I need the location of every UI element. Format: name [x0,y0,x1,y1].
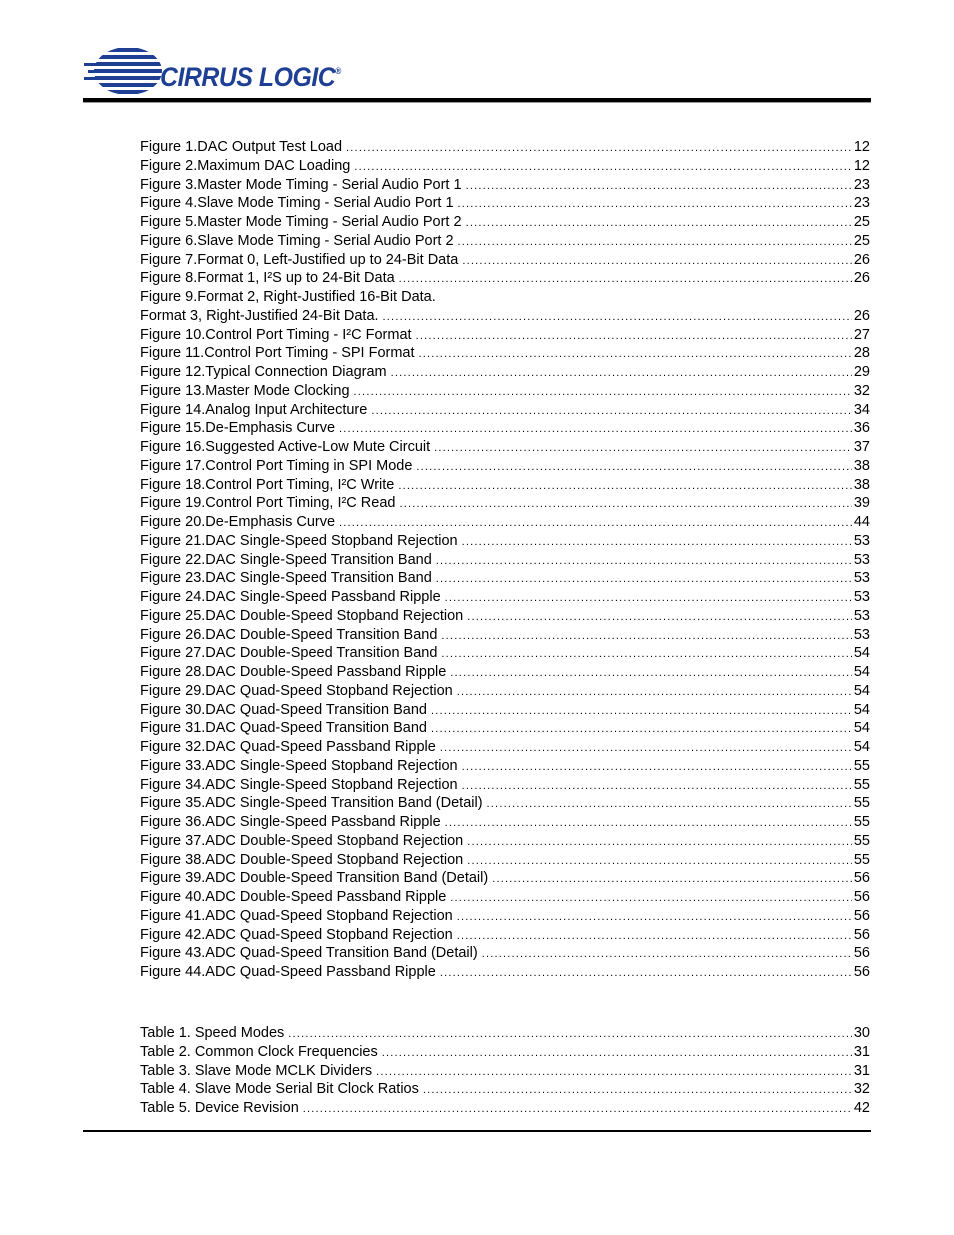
toc-entry-label: Figure 6.Slave Mode Timing - Serial Audio Port 2 [140,232,454,249]
dot-leader [466,177,852,196]
toc-entry-page: 53 [853,626,870,643]
dot-leader [440,739,852,758]
toc-entry[interactable] [140,963,870,982]
toc-entry[interactable] [140,869,870,888]
toc-entry-label: Figure 38.ADC Double-Speed Stopband Rejection [140,851,464,868]
list-of-tables [140,1024,870,1118]
dot-leader [431,702,852,721]
toc-entry-page: 53 [853,589,870,605]
dot-leader [457,908,852,927]
toc-entry-page: 56 [853,889,870,905]
toc-entry-label: Figure 13.Master Mode Clocking [140,382,350,399]
toc-entry-page: 56 [853,964,870,980]
toc-entry-label: Figure 31.DAC Quad-Speed Transition Band [140,720,427,737]
toc-entry-page: 31 [853,1062,870,1079]
toc-entry[interactable] [140,926,870,945]
toc-entry-page: 54 [853,739,870,755]
toc-entry-page: 54 [853,701,870,718]
toc-entry-label: Figure 39.ADC Double-Speed Transition Band (Detail) [140,870,489,887]
toc-entry[interactable] [140,888,870,907]
toc-entry[interactable] [140,344,870,363]
toc-entry-page: 25 [853,214,870,230]
dot-leader [467,852,852,871]
toc-entry[interactable] [140,663,870,682]
dot-leader [450,889,852,908]
toc-entry-label: Figure 12.Typical Connection Diagram [140,364,387,380]
toc-entry-label: Figure 26.DAC Double-Speed Transition Band [140,626,438,643]
toc-entry-page: 26 [853,251,870,268]
toc-entry[interactable] [140,326,870,345]
toc-entry-page: 54 [853,682,870,699]
toc-entry-label: Figure 32.DAC Quad-Speed Passband Ripple [140,739,436,755]
toc-entry-label: Figure 18.Control Port Timing, I²C Write [140,476,395,493]
dot-leader [354,383,852,402]
toc-entry-page: 55 [853,776,870,793]
toc-entry-label: Format 3, Right-Justified 24-Bit Data. [140,307,379,324]
toc-entry[interactable] [140,626,870,645]
toc-entry[interactable] [140,532,870,551]
header-rule [83,98,871,103]
dot-leader [482,945,852,964]
toc-entry[interactable] [140,1043,870,1062]
dot-leader [423,1081,852,1100]
toc-entry-page: 32 [853,382,870,399]
toc-entry-page: 37 [853,439,870,455]
toc-entry-label: Figure 16.Suggested Active-Low Mute Circuit [140,439,431,455]
dot-leader [416,458,851,477]
toc-entry[interactable] [140,232,870,251]
toc-entry-page: 38 [853,476,870,493]
toc-entry[interactable] [140,1080,870,1099]
toc-entry[interactable] [140,813,870,832]
toc-entry[interactable] [140,513,870,532]
toc-entry-label: Figure 36.ADC Single-Speed Passband Ripple [140,814,441,830]
toc-entry[interactable] [140,269,870,288]
toc-entry[interactable] [140,757,870,776]
dot-leader [391,364,852,383]
dot-leader [458,233,852,252]
toc-entry-label: Figure 8.Format 1, I²S up to 24-Bit Data [140,270,395,287]
toc-entry-label: Figure 37.ADC Double-Speed Stopband Rejection [140,832,464,849]
toc-entry-label: Figure 4.Slave Mode Timing - Serial Audio Port 1 [140,195,454,212]
toc-entry-label: Figure 34.ADC Single-Speed Stopband Rejection [140,776,458,793]
toc-entry[interactable] [140,307,870,326]
dot-leader [457,927,852,946]
toc-entry-page: 54 [853,645,870,662]
toc-entry[interactable] [140,738,870,757]
toc-entry-label: Figure 9.Format 2, Right-Justified 16-Bit Data. [140,289,436,305]
dot-leader [376,1063,852,1082]
dot-leader [462,533,852,552]
toc-entry[interactable] [140,569,870,588]
dot-leader [383,308,852,327]
toc-entry-label: Figure 17.Control Port Timing in SPI Mode [140,457,413,474]
toc-entry-page: 53 [853,607,870,624]
toc-entry-label: Figure 27.DAC Double-Speed Transition Band [140,645,438,662]
toc-entry[interactable] [140,138,870,157]
toc-entry[interactable] [140,551,870,570]
dot-leader [288,1025,852,1044]
toc-entry[interactable] [140,288,870,307]
toc-entry-page: 26 [853,307,870,324]
toc-entry-page: 38 [853,457,870,474]
toc-entry-page: 36 [853,420,870,437]
dot-leader [354,158,852,177]
toc-entry[interactable] [140,719,870,738]
toc-entry[interactable] [140,794,870,813]
toc-entry-page: 56 [853,945,870,962]
toc-entry-page: 53 [853,570,870,587]
toc-entry[interactable] [140,607,870,626]
toc-entry-page: 55 [853,832,870,849]
toc-entry-page: 54 [853,720,870,737]
dot-leader [398,477,851,496]
footer-rule [83,1130,871,1132]
logo-wordmark: CIRRUS LOGIC® [160,62,341,92]
toc-entry-page: 44 [853,514,870,530]
dot-leader [434,439,852,458]
dot-leader [441,645,851,664]
dot-leader [462,252,852,271]
toc-entry-label: Figure 2.Maximum DAC Loading [140,157,351,174]
dot-leader [346,139,852,158]
toc-entry-page: 42 [853,1100,870,1116]
dot-leader [399,495,851,514]
toc-entry-page: 56 [853,870,870,887]
toc-entry-label: Figure 23.DAC Single-Speed Transition Band [140,570,432,587]
toc-entry-page: 54 [853,664,870,680]
toc-entry[interactable] [140,213,870,232]
dot-leader [382,1044,852,1063]
dot-leader [445,589,852,608]
toc-entry-label: Figure 1.DAC Output Test Load [140,139,343,155]
toc-entry[interactable] [140,1099,870,1118]
toc-entry-page: 55 [853,851,870,868]
toc-entry[interactable] [140,457,870,476]
toc-entry-label: Figure 24.DAC Single-Speed Passband Ripple [140,589,441,605]
toc-entry-page: 39 [853,495,870,512]
toc-entry[interactable] [140,644,870,663]
toc-entry-label: Table 1. Speed Modes [140,1025,285,1041]
toc-entry-label: Figure 19.Control Port Timing, I²C Read [140,495,396,512]
toc-entry-page: 12 [853,157,870,174]
toc-entry[interactable] [140,851,870,870]
dot-leader [487,795,852,814]
toc-entry-label: Figure 33.ADC Single-Speed Stopband Rejection [140,757,458,774]
dot-leader [431,720,852,739]
dot-leader [339,514,852,533]
list-of-figures [140,138,870,982]
toc-entry-label: Figure 14.Analog Input Architecture [140,401,368,418]
toc-entry-label: Table 5. Device Revision [140,1100,299,1116]
toc-entry-label: Figure 35.ADC Single-Speed Transition Band (Detail) [140,795,483,812]
toc-entry[interactable] [140,157,870,176]
toc-entry-page: 23 [853,195,870,212]
dot-leader [441,627,851,646]
toc-entry-label: Figure 41.ADC Quad-Speed Stopband Rejection [140,907,453,924]
toc-entry-label: Figure 40.ADC Double-Speed Passband Ripple [140,889,447,905]
dot-leader [416,327,852,346]
toc-entry-page: 25 [853,232,870,249]
toc-entry[interactable] [140,251,870,270]
toc-entry-page: 53 [853,532,870,549]
toc-entry[interactable] [140,1062,870,1081]
toc-entry-page: 28 [853,345,870,362]
toc-entry[interactable] [140,176,870,195]
toc-entry-page: 55 [853,795,870,812]
toc-entry-label: Figure 3.Master Mode Timing - Serial Audio Port 1 [140,176,462,193]
toc-entry-label: Figure 44.ADC Quad-Speed Passband Ripple [140,964,436,980]
toc-entry[interactable] [140,682,870,701]
toc-entry-label: Figure 30.DAC Quad-Speed Transition Band [140,701,427,718]
toc-entry-label: Figure 15.De-Emphasis Curve [140,420,336,437]
toc-entry[interactable] [140,382,870,401]
registered-mark: ® [335,66,341,76]
toc-entry-label: Table 4. Slave Mode Serial Bit Clock Ratios [140,1081,419,1098]
dot-leader [440,964,852,983]
toc-entry-label: Table 3. Slave Mode MCLK Dividers [140,1062,373,1079]
toc-entry-page: 53 [853,551,870,568]
dot-leader [466,214,852,233]
dot-leader [399,270,852,289]
dot-leader [492,870,852,889]
toc-entry-page: 27 [853,326,870,343]
toc-entry[interactable] [140,401,870,420]
toc-entry[interactable] [140,701,870,720]
toc-entry-page: 12 [853,139,870,155]
toc-entry-page: 30 [853,1025,870,1041]
dot-leader [458,195,852,214]
toc-entry[interactable] [140,476,870,495]
toc-entry[interactable] [140,588,870,607]
toc-entry[interactable] [140,494,870,513]
toc-entry-page: 29 [853,364,870,380]
cirrus-swirl-icon [82,44,166,100]
dot-leader [436,552,852,571]
toc-entry[interactable] [140,363,870,382]
dot-leader [462,777,852,796]
toc-entry-label: Figure 28.DAC Double-Speed Passband Ripple [140,664,447,680]
toc-entry[interactable] [140,776,870,795]
toc-entry-label: Figure 10.Control Port Timing - I²C Format [140,326,412,343]
toc-entry-page: 26 [853,270,870,287]
toc-entry-page: 32 [853,1081,870,1098]
toc-entry-page: 56 [853,926,870,943]
toc-entry[interactable] [140,419,870,438]
toc-entry-page: 34 [853,401,870,418]
dot-leader [450,664,852,683]
toc-entry-page: 55 [853,814,870,830]
toc-entry-label: Figure 7.Format 0, Left-Justified up to 24-Bit Data [140,251,459,268]
toc-entry-page: 55 [853,757,870,774]
toc-entry[interactable] [140,194,870,213]
toc-entry-label: Figure 42.ADC Quad-Speed Stopband Rejection [140,926,453,943]
toc-entry-page: 56 [853,907,870,924]
toc-entry-label: Figure 11.Control Port Timing - SPI Format [140,345,415,362]
dot-leader [467,833,852,852]
toc-entry-page: 23 [853,176,870,193]
dot-leader [445,814,852,833]
toc-entry[interactable] [140,832,870,851]
toc-entry-label: Figure 20.De-Emphasis Curve [140,514,336,530]
toc-entry[interactable] [140,907,870,926]
dot-leader [457,683,852,702]
dot-leader [419,345,852,364]
toc-entry[interactable] [140,944,870,963]
toc-entry-label: Figure 22.DAC Single-Speed Transition Band [140,551,432,568]
toc-entry-label: Figure 29.DAC Quad-Speed Stopband Rejection [140,682,453,699]
toc-entry-label: Table 2. Common Clock Frequencies [140,1043,378,1060]
dot-leader [339,420,852,439]
toc-entry-page: 31 [853,1043,870,1060]
dot-leader [371,402,852,421]
dot-leader [462,758,852,777]
toc-entry-label: Figure 43.ADC Quad-Speed Transition Band (Detail) [140,945,478,962]
toc-entry-label: Figure 25.DAC Double-Speed Stopband Rejection [140,607,464,624]
dot-leader [303,1100,852,1119]
toc-entry[interactable] [140,1024,870,1043]
dot-leader [467,608,852,627]
toc-entry-label: Figure 5.Master Mode Timing - Serial Audio Port 2 [140,214,462,230]
dot-leader [436,570,852,589]
toc-entry[interactable] [140,438,870,457]
cirrus-logic-logo [82,44,362,100]
toc-entry-label: Figure 21.DAC Single-Speed Stopband Rejection [140,532,458,549]
